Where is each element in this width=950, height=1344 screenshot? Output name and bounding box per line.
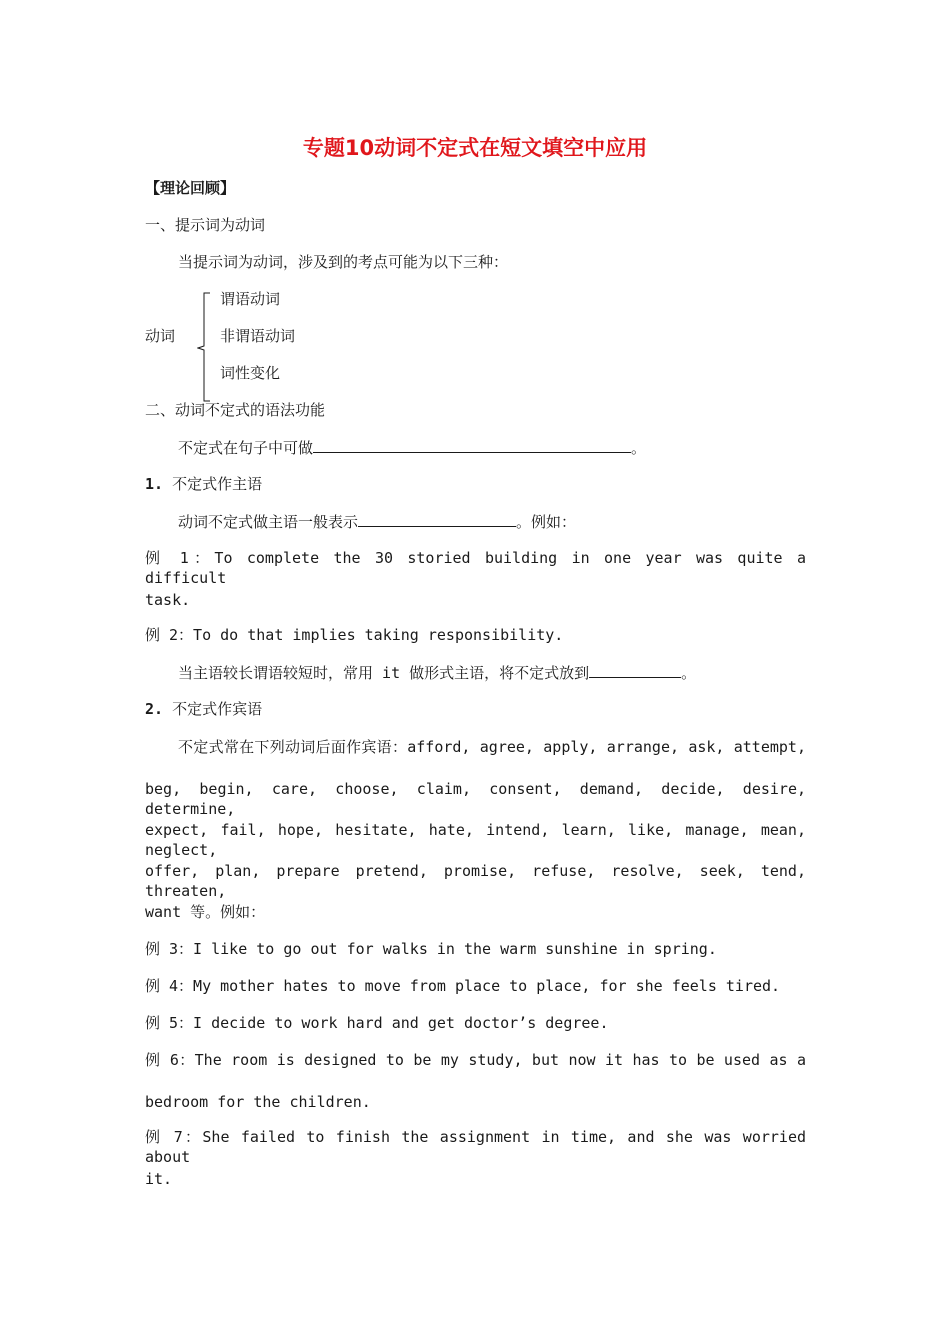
section-1-intro: 当提示词为动词，涉及到的考点可能为以下三种： [178, 253, 509, 271]
point-1-intro [178, 511, 576, 532]
verb-list-line-5: want 等。例如： [145, 903, 266, 921]
page-title: 专题10动词不定式在短文填空中应用 [302, 136, 648, 160]
section-header: 【理论回顾】 [145, 179, 236, 197]
point-1-title: 不定式作主语 [172, 475, 263, 493]
point-1-intro-text: 动词不定式做主语一般表示 [178, 513, 359, 531]
point-1-note [178, 662, 696, 683]
section-2-intro-end: 。 [631, 439, 647, 457]
example-2: 例 2：To do that implies taking responsibility. [145, 626, 564, 644]
example-1-line-1: 例 1：To complete the 30 storied building in one year was quite a difficult [145, 549, 806, 587]
verb-list-line-3: expect, fail, hope, hesitate, hate, intend, learn, like, manage, mean, neglect, [145, 821, 806, 859]
fill-blank [358, 511, 516, 527]
section-2-intro-text: 不定式在句子中可做 [178, 439, 314, 457]
example-5: 例 5：I decide to work hard and get doctor’s degree. [145, 1014, 609, 1032]
example-7-line-2: it. [145, 1170, 173, 1188]
example-7-line-1: 例 7：She failed to finish the assignment in time, and she was worried about [145, 1128, 806, 1166]
fill-blank [589, 662, 681, 678]
example-6-line-1: 例 6：The room is designed to be my study, but now it has to be used as a [145, 1051, 806, 1069]
point-1-heading [145, 474, 262, 494]
point-1-note-text: 当主语较长谓语较短时，常用 it 做形式主语，将不定式放到 [178, 664, 590, 682]
point-1-number: 1. [145, 475, 164, 493]
section-2-intro [178, 437, 646, 458]
point-2-number: 2. [145, 700, 164, 718]
point-1-note-end: 。 [681, 664, 697, 682]
example-1-line-2: task. [145, 591, 191, 609]
example-6-line-2: bedroom for the children. [145, 1093, 371, 1111]
point-2-heading [145, 699, 262, 719]
left-brace [197, 292, 211, 402]
verb-list-line-2: beg, begin, care, choose, claim, consent, demand, decide, desire, determine, [145, 780, 806, 818]
fill-blank [313, 437, 631, 453]
section-2-heading: 二、动词不定式的语法功能 [145, 401, 326, 419]
brace-label-verb: 动词 [145, 327, 176, 345]
verb-list-line-4: offer, plan, prepare pretend, promise, refuse, resolve, seek, tend, threaten, [145, 862, 806, 900]
point-2-title: 不定式作宾语 [172, 700, 263, 718]
brace-item-predicate: 谓语动词 [220, 290, 281, 308]
brace-item-nonfinite: 非谓语动词 [220, 327, 296, 345]
example-3: 例 3：I like to go out for walks in the warm sunshine in spring. [145, 940, 717, 958]
point-1-intro-end: 。例如： [516, 513, 577, 531]
brace-item-word-form: 词性变化 [220, 364, 281, 382]
example-4: 例 4：My mother hates to move from place to place, for she feels tired. [145, 977, 781, 995]
section-1-heading: 一、提示词为动词 [145, 216, 266, 234]
verb-list-line-1: 不定式常在下列动词后面作宾语：afford, agree, apply, arrange, ask, attempt, [178, 738, 806, 756]
